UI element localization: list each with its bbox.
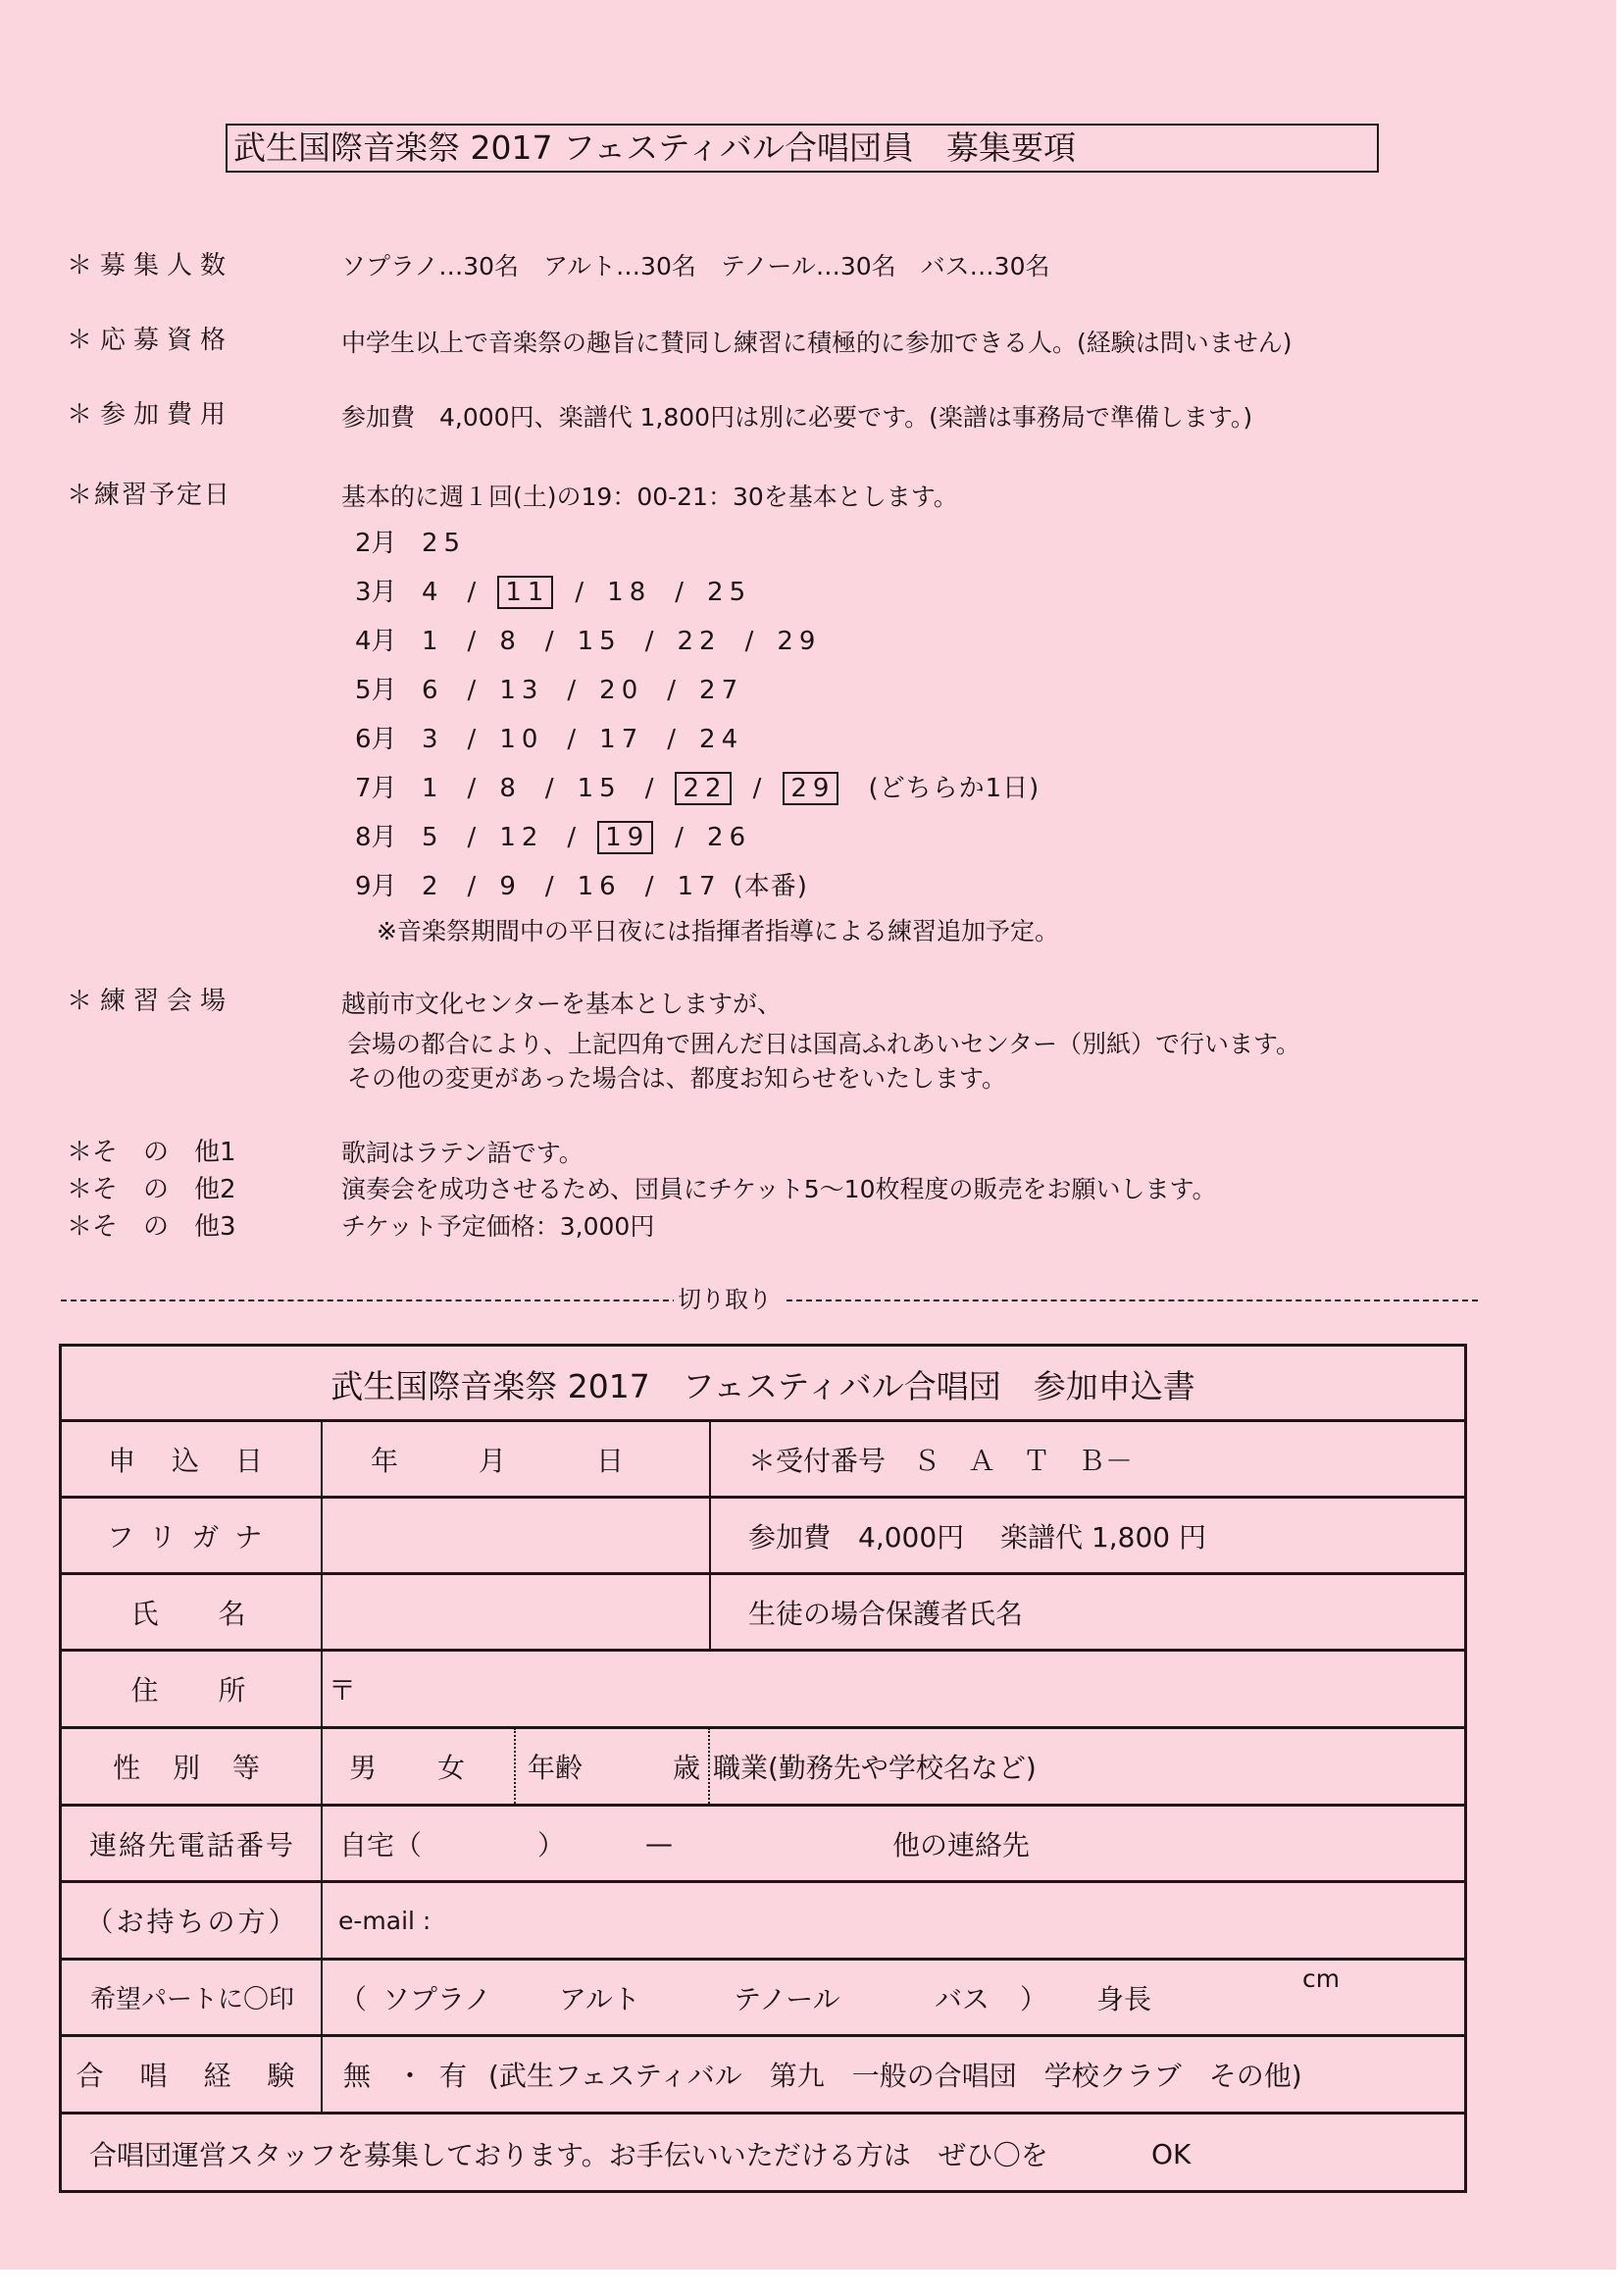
- schedule-date: 12: [499, 823, 544, 852]
- phone-close-paren: ）: [537, 1828, 566, 1861]
- age-unit: 歳: [673, 1752, 701, 1784]
- application-form: [59, 1344, 1467, 2193]
- date-separator: /: [575, 578, 584, 607]
- schedule-row: [355, 575, 753, 610]
- phone-field[interactable]: [322, 1807, 1459, 1880]
- year-label: 年: [371, 1444, 399, 1477]
- schedule-date: 20: [599, 676, 644, 705]
- schedule-date: 8: [499, 774, 522, 803]
- schedule-date: 2: [422, 872, 444, 901]
- schedule-row: [355, 771, 1040, 806]
- date-separator: /: [467, 676, 477, 705]
- schedule-date: 22: [677, 627, 722, 656]
- gender-female-option[interactable]: 女: [437, 1752, 466, 1784]
- height-unit: cm: [1302, 1964, 1341, 1993]
- schedule-dates: [420, 869, 808, 904]
- schedule-month: 5月: [355, 676, 397, 705]
- schedule-footnote: ※音楽祭期間中の平日夜には指揮者指導による練習追加予定。: [377, 917, 1059, 945]
- eligibility-label: ＊応募資格: [67, 326, 234, 355]
- schedule-date-alt-venue: 11: [497, 576, 553, 609]
- date-separator: /: [467, 725, 477, 754]
- date-separator: /: [567, 676, 577, 705]
- other-contact-label: 他の連絡先: [892, 1828, 1031, 1861]
- phone-label: 連絡先電話番号: [88, 1828, 295, 1861]
- schedule-date: 4: [422, 578, 444, 607]
- gender-male-option[interactable]: 男: [349, 1752, 378, 1784]
- page-title-text: 武生国際音楽祭 2017 フェスティバル合唱団員 募集要項: [233, 128, 1077, 167]
- schedule-label: ＊練習予定日: [67, 481, 232, 510]
- schedule-month: 4月: [355, 627, 397, 656]
- date-separator: /: [467, 774, 477, 803]
- schedule-row: [355, 624, 823, 659]
- schedule-date: 25: [707, 578, 752, 607]
- cut-dash-right: [787, 1300, 1478, 1301]
- other-3-label: ＊そ の 他3: [67, 1212, 236, 1242]
- schedule-date: 16: [577, 872, 622, 901]
- fees-label: ＊参加費用: [67, 400, 234, 430]
- height-label: 身長: [1096, 1982, 1152, 2015]
- schedule-row: [355, 869, 808, 904]
- staff-ok-option[interactable]: OK: [1151, 2137, 1192, 2170]
- date-separator: /: [467, 578, 477, 607]
- receipt-number: ＊受付番号 Ｓ Ａ Ｔ Ｂ－: [748, 1444, 1134, 1477]
- schedule-date: 26: [707, 823, 752, 852]
- date-separator: /: [675, 578, 685, 607]
- schedule-dates: [420, 575, 753, 610]
- date-separator: /: [467, 872, 477, 901]
- page-title: [226, 124, 1379, 173]
- date-label: 申 込 日: [108, 1444, 277, 1477]
- date-separator: /: [544, 872, 554, 901]
- schedule-date: 17: [599, 725, 644, 754]
- experience-has-option[interactable]: 有: [439, 2060, 468, 2092]
- fees-summary: 参加費 4,000円 楽譜代 1,800 円: [748, 1520, 1207, 1554]
- schedule-date: 5: [422, 823, 444, 852]
- schedule-date: 1: [422, 627, 444, 656]
- schedule-month: 8月: [355, 823, 397, 852]
- date-separator: /: [667, 725, 677, 754]
- date-field[interactable]: [322, 1422, 709, 1496]
- schedule-row: [355, 673, 745, 708]
- schedule-row: [355, 820, 753, 855]
- schedule-date: 15: [577, 774, 622, 803]
- date-separator: /: [567, 823, 577, 852]
- cut-line: [61, 1285, 1483, 1314]
- date-separator: /: [544, 627, 554, 656]
- schedule-date-alt-venue: 19: [597, 821, 653, 854]
- other-3-value: チケット予定価格：3,000円: [341, 1212, 655, 1241]
- schedule-month: 7月: [355, 774, 397, 803]
- staff-recruit-row: [89, 2115, 1443, 2193]
- furigana-input[interactable]: [322, 1499, 709, 1572]
- address-label: 住 所: [130, 1674, 254, 1707]
- schedule-row: [355, 526, 468, 561]
- age-field[interactable]: [516, 1729, 708, 1804]
- date-separator: /: [752, 774, 762, 803]
- form-title: 武生国際音楽祭 2017 フェスティバル合唱団 参加申込書: [330, 1366, 1195, 1405]
- other-2-value: 演奏会を成功させるため、団員にチケット5～10枚程度の販売をお願いします。: [341, 1175, 1217, 1203]
- part-open-paren: （: [339, 1982, 368, 2015]
- email-prefix: e-mail :: [338, 1906, 431, 1935]
- date-separator: /: [567, 725, 577, 754]
- schedule-row: [355, 722, 745, 757]
- schedule-month: 9月: [355, 872, 397, 901]
- guardian-name-field[interactable]: 生徒の場合保護者氏名: [748, 1597, 1024, 1630]
- schedule-date: 8: [499, 627, 522, 656]
- phone-dash: —: [645, 1827, 673, 1860]
- middle-column-divider: [709, 1421, 711, 1649]
- recruit-count-value: ソプラノ…30名 アルト…30名 テノール…30名 バス…30名: [341, 252, 1050, 280]
- schedule-date: 1: [422, 774, 444, 803]
- schedule-month: 3月: [355, 578, 397, 607]
- schedule-dates: [420, 820, 753, 855]
- part-alto-option[interactable]: アルト: [559, 1982, 640, 2015]
- email-field[interactable]: [338, 1883, 1456, 1958]
- gender-options: [322, 1729, 514, 1804]
- fees-value: 参加費 4,000円、楽譜代 1,800円は別に必要です。(楽譜は事務局で準備します。): [341, 403, 1253, 432]
- date-separator: /: [467, 627, 477, 656]
- part-tenor-option[interactable]: テノール: [734, 1982, 840, 2015]
- schedule-date: 24: [699, 725, 744, 754]
- schedule-dates: [420, 673, 745, 708]
- schedule-date-alt-venue: 29: [783, 772, 838, 805]
- schedule-date-alt-venue: 22: [675, 772, 731, 805]
- gender-label: 性 別 等: [113, 1752, 272, 1784]
- schedule-date: 17: [677, 872, 722, 901]
- age-occupation-divider: [708, 1728, 710, 1804]
- day-label: 日: [596, 1444, 625, 1477]
- postal-mark: 〒: [329, 1674, 357, 1707]
- date-separator: /: [544, 774, 554, 803]
- experience-dot: ・: [396, 2060, 425, 2092]
- venue-label: ＊練習会場: [67, 987, 234, 1016]
- experience-options: [322, 2037, 1459, 2112]
- schedule-date: 18: [607, 578, 652, 607]
- schedule-date: 10: [499, 725, 544, 754]
- email-label: （お持ちの方）: [85, 1906, 299, 1938]
- eligibility-value: 中学生以上で音楽祭の趣旨に賛同し練習に積極的に参加できる人。(経験は問いません): [341, 329, 1293, 357]
- schedule-date: 6: [422, 676, 444, 705]
- cut-dash-left: [61, 1300, 679, 1301]
- schedule-date: 15: [577, 627, 622, 656]
- schedule-month: 2月: [355, 529, 397, 558]
- venue-line-1: 越前市文化センターを基本としますが、: [341, 990, 783, 1018]
- schedule-dates: [420, 771, 1040, 806]
- other-1-label: ＊そ の 他1: [67, 1138, 236, 1167]
- date-separator: /: [644, 627, 654, 656]
- schedule-date: 13: [499, 676, 544, 705]
- occupation-field[interactable]: 職業(勤務先や学校名など): [713, 1752, 1037, 1784]
- part-soprano-option[interactable]: ソプラノ: [382, 1982, 492, 2015]
- schedule-date: 29: [777, 627, 822, 656]
- schedule-date: 27: [699, 676, 744, 705]
- age-label: 年齢: [528, 1752, 584, 1784]
- schedule-dates: [420, 722, 745, 757]
- experience-detail-options[interactable]: (武生フェスティバル 第九 一般の合唱団 学校クラブ その他): [488, 2060, 1302, 2092]
- date-separator: /: [644, 774, 654, 803]
- schedule-date: 25: [422, 529, 467, 558]
- schedule-intro: 基本的に週１回(土)の19：00-21：30を基本とします。: [341, 483, 958, 511]
- schedule-note: (どちらか1日): [868, 774, 1040, 803]
- date-separator: /: [667, 676, 677, 705]
- schedule-note: (本番): [733, 872, 808, 901]
- other-1-value: 歌詞はラテン語です。: [341, 1139, 584, 1167]
- experience-none-option[interactable]: 無: [343, 2060, 372, 2092]
- schedule-dates: [420, 526, 468, 561]
- name-input[interactable]: [322, 1575, 709, 1649]
- venue-line-3: その他の変更があった場合は、都度お知らせをいたします。: [347, 1064, 1007, 1093]
- schedule-date: 9: [499, 872, 522, 901]
- date-separator: /: [467, 823, 477, 852]
- recruit-count-label: ＊募集人数: [67, 251, 234, 280]
- home-phone-label: 自宅（: [339, 1828, 423, 1861]
- date-separator: /: [644, 872, 654, 901]
- part-bass-option[interactable]: バス: [935, 1982, 990, 2015]
- schedule-month: 6月: [355, 725, 397, 754]
- month-label: 月: [479, 1444, 507, 1477]
- schedule-dates: [420, 624, 823, 659]
- date-separator: /: [744, 627, 754, 656]
- staff-recruit-text: 合唱団運営スタッフを募集しております。お手伝いいただける方は ぜひ〇を: [89, 2139, 1048, 2171]
- date-separator: /: [675, 823, 685, 852]
- other-2-label: ＊そ の 他2: [67, 1175, 236, 1204]
- cut-line-label: 切り取り: [674, 1285, 776, 1314]
- furigana-label: フリガナ: [106, 1520, 279, 1554]
- part-options: [322, 1961, 1459, 2034]
- venue-line-2: 会場の都合により、上記四角で囲んだ日は国高ふれあいセンター（別紙）で行います。: [347, 1030, 1301, 1058]
- schedule-date: 3: [422, 725, 444, 754]
- part-label: 希望パートに〇印: [89, 1985, 294, 2014]
- experience-label: 合 唱 経 験: [76, 2060, 309, 2092]
- name-label: 氏 名: [130, 1597, 254, 1630]
- address-input[interactable]: [329, 1652, 1456, 1726]
- part-close-paren: ）: [1020, 1982, 1048, 2015]
